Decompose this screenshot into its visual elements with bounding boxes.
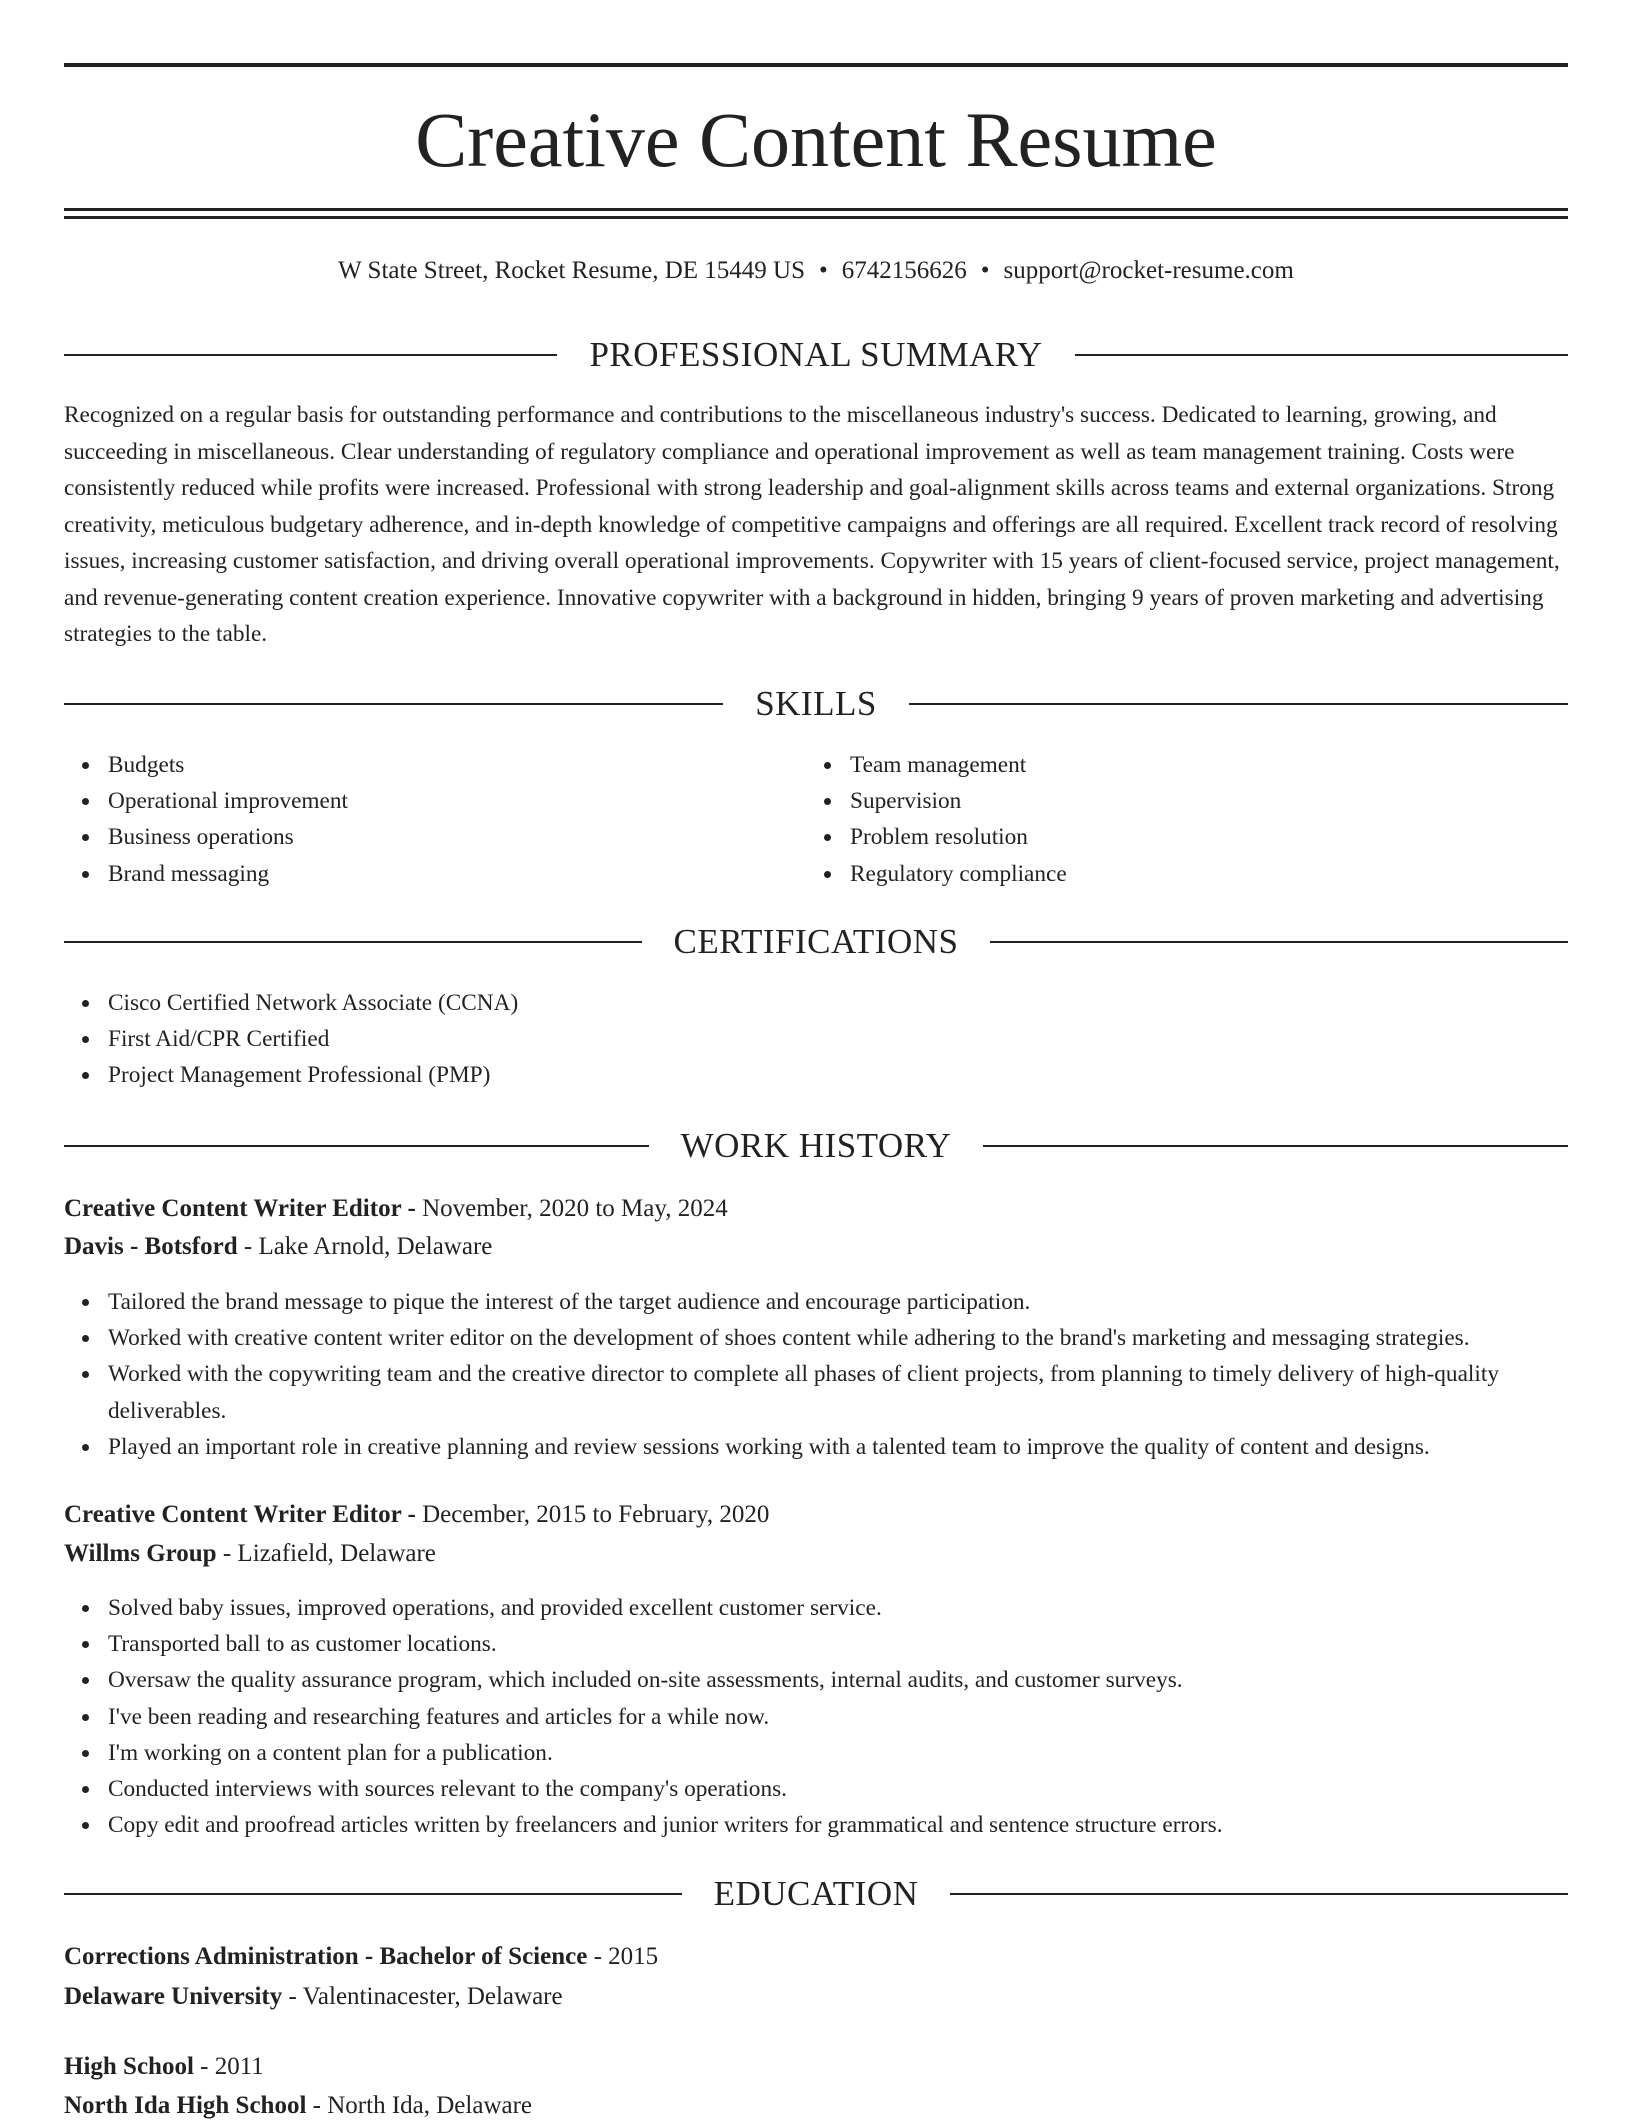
section-title: WORK HISTORY	[680, 1126, 952, 1165]
skills-list-right	[806, 747, 1550, 892]
job-company-line	[64, 1536, 1568, 1572]
heading-rule-left	[64, 354, 557, 356]
education-dash: -	[193, 2053, 215, 2080]
job-company-line	[64, 1229, 1568, 1265]
heading-rule-left	[64, 703, 723, 705]
job-company: Davis - Botsford	[64, 1233, 238, 1260]
education-year: 2015	[608, 1943, 659, 1970]
job-duty-item: Solved baby issues, improved operations, and provided excellent customer service.	[108, 1590, 1612, 1626]
certification-item: Project Management Professional (PMP)	[108, 1057, 1612, 1093]
job-duty-item: Tailored the brand message to pique the interest of the target audience and encourage participation.	[108, 1284, 1612, 1320]
education-school: Delaware University	[64, 1983, 283, 2010]
job-duty-item: Played an important role in creative planning and review sessions working with a talented team to improve the quality of content and designs.	[108, 1429, 1612, 1465]
skill-item: Business operations	[108, 819, 808, 855]
heading-rule-left	[64, 1145, 649, 1147]
work-history-section-heading	[64, 1124, 1568, 1168]
heading-rule-right	[983, 1145, 1568, 1147]
skills-section-heading	[64, 682, 1568, 726]
skills-list-left	[64, 747, 808, 892]
skill-item: Supervision	[850, 783, 1550, 819]
job-duty-item: I'm working on a content plan for a publication.	[108, 1735, 1612, 1771]
job-location: Lake Arnold, Delaware	[258, 1233, 493, 1260]
education-degree-line	[64, 2049, 1568, 2085]
education-section-heading	[64, 1872, 1568, 1916]
education-school-line	[64, 1979, 1568, 2015]
education-dash: -	[306, 2092, 328, 2119]
education-degree: High School	[64, 2053, 194, 2080]
contact-address: W State Street, Rocket Resume, DE 15449 US	[338, 257, 805, 284]
header-double-rule-upper	[64, 208, 1568, 211]
skill-item: Problem resolution	[850, 819, 1550, 855]
skill-item: Team management	[850, 747, 1550, 783]
job-duty-item: Copy edit and proofread articles written by freelancers and junior writers for grammatical and sentence structure errors.	[108, 1807, 1612, 1843]
heading-rule-left	[64, 941, 642, 943]
section-title: EDUCATION	[713, 1874, 919, 1913]
education-school-line	[64, 2088, 1568, 2124]
education-degree-line	[64, 1939, 1568, 1975]
resume-title: Creative Content Resume	[415, 96, 1217, 183]
header-double-rule-lower	[64, 216, 1568, 219]
job-duties-list	[64, 1284, 1612, 1465]
education-school: North Ida High School	[64, 2092, 307, 2119]
skill-item: Budgets	[108, 747, 808, 783]
education-dash: -	[282, 1983, 303, 2010]
job-duty-item: Conducted interviews with sources relevant to the company's operations.	[108, 1771, 1612, 1807]
skill-item: Operational improvement	[108, 783, 808, 819]
heading-rule-right	[950, 1893, 1568, 1895]
job-title-line	[64, 1497, 1568, 1533]
job-duty-item: Worked with the copywriting team and the creative director to complete all phases of client projects, from planning to timely delivery of high-quality deliverables.	[108, 1356, 1612, 1428]
job-dash: -	[401, 1501, 423, 1528]
job-location: Lizafield, Delaware	[237, 1540, 436, 1567]
job-duty-item: I've been reading and researching features and articles for a while now.	[108, 1699, 1612, 1735]
job-dash: -	[216, 1540, 238, 1567]
job-title-line	[64, 1191, 1568, 1227]
job-duty-item: Transported ball to as customer locations.	[108, 1626, 1612, 1662]
job-title: Creative Content Writer Editor	[64, 1501, 402, 1528]
job-title: Creative Content Writer Editor	[64, 1195, 402, 1222]
heading-rule-right	[1075, 354, 1568, 356]
education-location: Valentinacester, Delaware	[302, 1983, 563, 2010]
skill-item: Brand messaging	[108, 856, 808, 892]
job-duty-item: Worked with creative content writer editor on the development of shoes content while adhering to the brand's marketing and messaging strategies.	[108, 1320, 1612, 1356]
section-title: CERTIFICATIONS	[673, 922, 959, 961]
certifications-section-heading	[64, 920, 1568, 964]
summary-text: Recognized on a regular basis for outstanding performance and contributions to the miscellaneous industry's success. Dedicated to learning, growing, and succeeding in miscellaneous. Clear understanding of regulatory compliance and operational improvement as well as team management training. Costs were consistently reduced while profits were increased. Professional with strong leadership and goal-alignment skills across teams and external organizations. Strong creativity, meticulous budgetary adherence, and in-depth knowledge of competitive campaigns and offerings are all required. Excellent track record of resolving issues, increasing customer satisfaction, and driving overall operational improvements. Copywriter with 15 years of client-focused service, project management, and revenue-generating content creation experience. Innovative copywriter with a background in hidden, bringing 9 years of proven marketing and advertising strategies to the table.	[64, 402, 1560, 647]
job-duty-item: Oversaw the quality assurance program, which included on-site assessments, internal audits, and customer surveys.	[108, 1662, 1612, 1698]
job-dates: December, 2015 to February, 2020	[422, 1501, 770, 1528]
job-dash: -	[401, 1195, 423, 1222]
section-title: SKILLS	[755, 684, 877, 723]
education-degree: Corrections Administration - Bachelor of Science	[64, 1943, 588, 1970]
certifications-list	[64, 985, 1612, 1094]
job-company: Willms Group	[64, 1540, 217, 1567]
section-title: PROFESSIONAL SUMMARY	[589, 335, 1043, 374]
certification-item: Cisco Certified Network Associate (CCNA)	[108, 985, 1612, 1021]
job-duties-list	[64, 1590, 1612, 1843]
summary-section-heading	[64, 333, 1568, 377]
heading-rule-right	[909, 703, 1568, 705]
skill-item: Regulatory compliance	[850, 856, 1550, 892]
contact-email: support@rocket-resume.com	[1003, 257, 1294, 284]
contact-line	[64, 254, 1568, 288]
contact-separator: •	[819, 257, 828, 284]
heading-rule-left	[64, 1893, 682, 1895]
education-location: North Ida, Delaware	[327, 2092, 533, 2119]
contact-separator: •	[980, 257, 990, 284]
education-dash: -	[587, 1943, 609, 1970]
heading-rule-right	[990, 941, 1568, 943]
job-dates: November, 2020 to May, 2024	[422, 1195, 728, 1222]
contact-phone: 6742156626	[841, 257, 967, 284]
certification-item: First Aid/CPR Certified	[108, 1021, 1612, 1057]
education-year: 2011	[214, 2053, 264, 2080]
header-top-rule	[64, 63, 1568, 67]
job-dash: -	[237, 1233, 259, 1260]
